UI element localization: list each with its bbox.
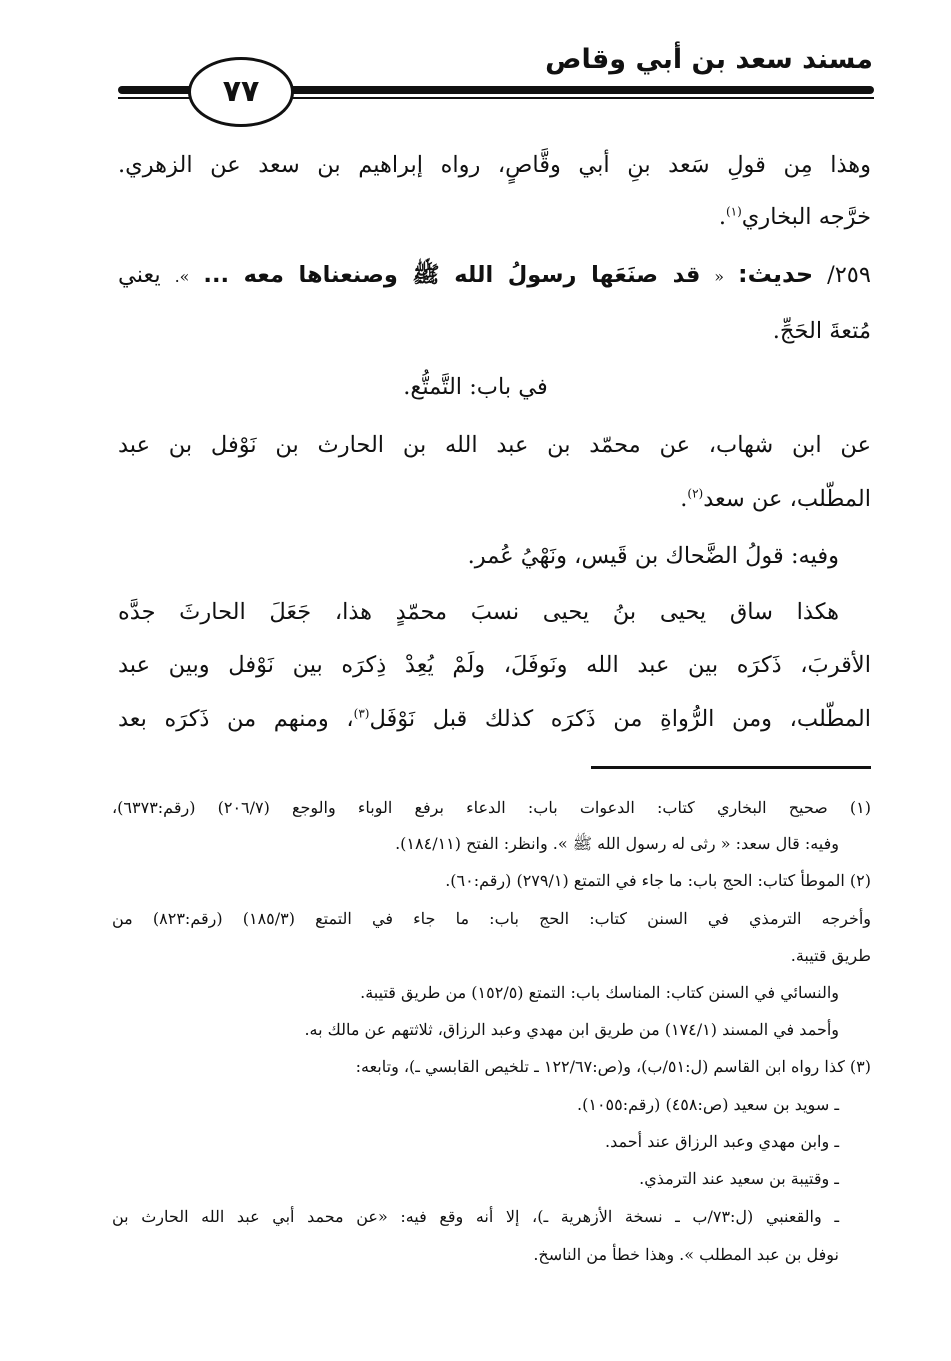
- hadith-number: ٢٥٩/: [827, 262, 871, 288]
- footnote-3-line-5: ـ والقعنبي (ل:٧٣/ب ـ نسخة الأزهرية ـ)، إلا أنه وقع فيه: «عن محمد أبي عبد الله الحارث بن: [112, 1207, 839, 1226]
- chapter-heading: في باب: التَّمتُّع.: [403, 374, 548, 400]
- body-text: المطّلب، عن سعد: [703, 486, 871, 512]
- footnote-1-line-1: (١) صحيح البخاري كتاب: الدعوات باب: الدعاء برفع الوباء والوجع (٢٠٦/٧) (رقم:٦٣٧٣)،: [112, 798, 872, 817]
- footnote-2-line-5: وأحمد في المسند (١٧٤/١) من طريق ابن مهدي وعبد الرزاق، ثلاثتهم عن مالك به.: [304, 1020, 839, 1039]
- footnote-ref-3[interactable]: (٣): [353, 706, 370, 721]
- page-number-oval: ٧٧: [188, 57, 294, 127]
- quote-close: ».: [174, 267, 190, 286]
- running-header-title: مسند سعد بن أبي وقاص: [545, 44, 873, 75]
- body-line-9: هكذا ساق يحيى بنُ يحيى نسبَ محمّدٍ هذا، جَعَلَ الحارثَ جدَّه: [118, 599, 839, 625]
- body-line-10: الأقربَ، ذَكرَه بين عبد الله ونَوفَلَ، ولَمْ يُعِدْ ذِكرَه بين نَوْفل وبين عبد: [118, 652, 871, 678]
- footnote-2-line-4: والنسائي في السنن كتاب: المناسك باب: التمتع (١٥٢/٥) من طريق قتيبة.: [360, 983, 839, 1002]
- footnote-2-line-2: وأخرجه الترمذي في السنن كتاب: الحج باب: ما جاء في التمتع (١٨٥/٣) (رقم:٨٢٣) من: [112, 909, 872, 928]
- footnote-3-line-2: ـ سويد بن سعيد (ص:٤٥٨) (رقم:١٠٥٥).: [577, 1095, 839, 1114]
- footnote-ref-2[interactable]: (٢): [687, 486, 704, 501]
- punctuation: .: [680, 486, 688, 512]
- hadith-label: حديث:: [738, 260, 814, 288]
- hadith-tail: يعني: [118, 262, 161, 288]
- body-line-11: [118, 704, 871, 734]
- body-line-6: عن ابن شهاب، عن محمّد بن عبد الله بن الحارث بن نَوْفل بن عبد: [118, 432, 871, 458]
- body-text: المطّلب، ومن الرُّواةِ من ذَكرَه كذلك قبل نَوْفَل: [369, 706, 871, 732]
- body-line-7: [680, 484, 871, 514]
- footnote-3-line-3: ـ وابن مهدي وعبد الرزاق عند أحمد.: [605, 1132, 839, 1151]
- footnote-2-line-1: (٢) الموطأ كتاب: الحج باب: ما جاء في التمتع (٢٧٩/١) (رقم:٦٠).: [445, 871, 871, 890]
- quote-open: «: [714, 267, 725, 286]
- hadith-text: قد صنَعَها رسولُ الله ﷺ وصنعناها معه ...: [203, 262, 701, 288]
- footnote-separator: [591, 766, 871, 769]
- footnote-2-line-3: طريق قتيبة.: [790, 946, 871, 965]
- body-line-2: [719, 202, 871, 232]
- footnote-1-line-2: وفيه: قال سعد: « رثى له رسول الله ﷺ ». وانظر: الفتح (١٨٤/١١).: [395, 834, 839, 853]
- body-line-4: مُتعةَ الحَجِّ.: [772, 318, 871, 344]
- punctuation: .: [718, 204, 726, 230]
- footnote-ref-1[interactable]: (١): [725, 204, 742, 219]
- footnote-3-line-1: (٣) كذا رواه ابن القاسم (ل:٥١/ب)، و(ص:١٢٢/٦٧ ـ تلخيص القابسي ـ)، وتابعه:: [355, 1057, 871, 1076]
- body-line-1: وهذا مِن قولِ سَعد بنِ أبي وقَّاصٍ، رواه إبراهيم بن سعد عن الزهري.: [118, 152, 871, 178]
- footnote-3-line-4: ـ وقتيبة بن سعيد عند الترمذي.: [639, 1169, 839, 1188]
- body-line-8: وفيه: قولُ الضَّحاك بن قَيس، ونَهْيُ عُمر.: [467, 543, 839, 569]
- hadith-heading-line: [118, 259, 871, 292]
- footnote-3-line-6: نوفل بن عبد المطلب ». وهذا خطأ من الناسخ.: [533, 1245, 839, 1264]
- body-text: ، ومنهم من ذَكرَه بعد: [118, 706, 354, 732]
- body-text: خرَّجه البخاري: [741, 204, 871, 230]
